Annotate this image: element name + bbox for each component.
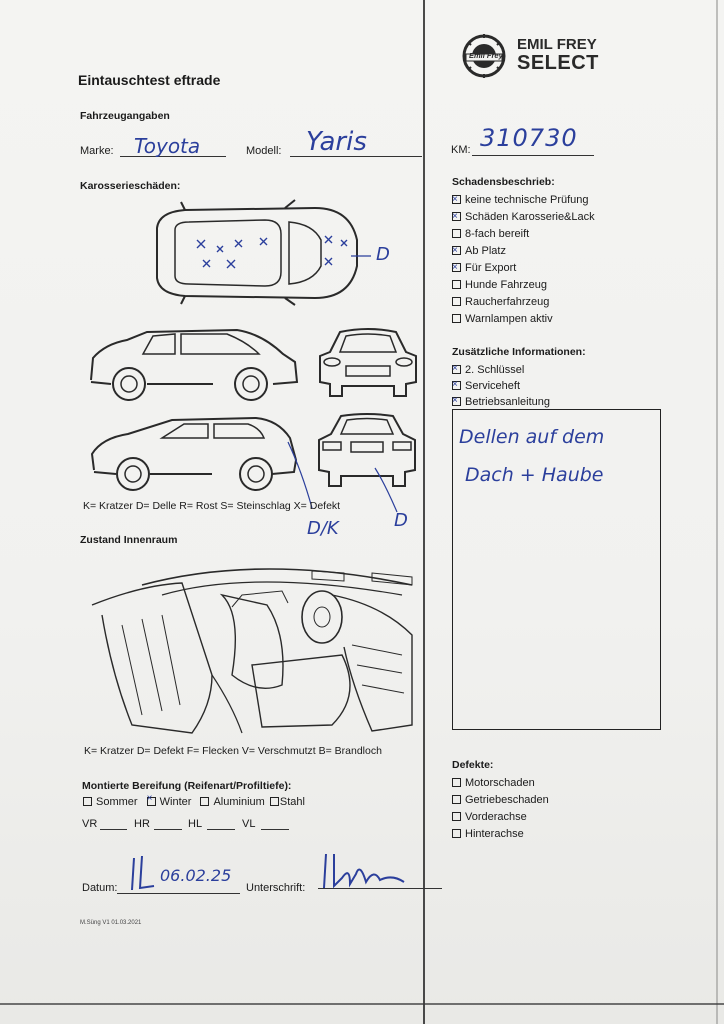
defekte-list xyxy=(452,775,549,843)
tire-option-sommer[interactable]: Sommer xyxy=(83,796,138,808)
initials-scribble xyxy=(128,852,158,894)
interior-heading: Zustand Innenraum xyxy=(80,534,178,546)
wheel-vl[interactable]: VL xyxy=(242,818,256,830)
checkbox-keine-technische-pruefung[interactable] xyxy=(452,195,461,204)
checkbox-aluminium[interactable] xyxy=(200,797,209,806)
checkbox-winter[interactable] xyxy=(147,797,156,806)
defekte-heading: Defekte: xyxy=(452,759,494,771)
check-vorderachse[interactable]: Vorderachse xyxy=(452,809,549,826)
car-top-view-diagram xyxy=(145,200,365,305)
form-title: Eintauschtest eftrade xyxy=(78,72,221,88)
interior-legend: K= Kratzer D= Defekt F= Flecken V= Verschmutzt B= Brandloch xyxy=(84,745,382,757)
check-8-fach-bereift[interactable]: 8-fach bereift xyxy=(452,226,595,243)
bottom-rule xyxy=(0,1003,724,1005)
check-getriebeschaden[interactable]: Getriebeschaden xyxy=(452,792,549,809)
checkbox-hinterachse[interactable] xyxy=(452,829,461,838)
check-keine-technische-pruefung[interactable]: ×keine technische Prüfung xyxy=(452,192,595,209)
schadensbeschrieb-heading: Schadensbeschrieb: xyxy=(452,176,555,188)
modell-value[interactable]: Yaris xyxy=(306,127,367,157)
check-schaeden-karosserie[interactable]: ×Schäden Karosserie&Lack xyxy=(452,209,595,226)
datum-value[interactable] xyxy=(128,852,158,899)
checkbox-sommer[interactable] xyxy=(83,797,92,806)
marke-label: Marke: xyxy=(80,145,114,157)
car-side-view-left xyxy=(87,326,302,404)
check-ab-platz[interactable]: ×Ab Platz xyxy=(452,243,595,260)
wheel-hr[interactable]: HR xyxy=(134,818,150,830)
emblem-text: Emil Frey xyxy=(469,51,503,60)
vehicle-heading: Fahrzeugangaben xyxy=(80,110,170,122)
front-damage-mark: D xyxy=(376,244,390,265)
tires-options xyxy=(83,796,305,808)
checkbox-raucherfahrzeug[interactable] xyxy=(452,297,461,306)
footer-code: M.Süng V1 01.03.2021 xyxy=(80,920,142,926)
car-rear-view xyxy=(315,412,420,492)
rear-damage-mark: D xyxy=(394,510,408,531)
check-hunde-fahrzeug[interactable]: Hunde Fahrzeug xyxy=(452,277,595,294)
zusatz-list xyxy=(452,362,550,410)
unterschrift-label: Unterschrift: xyxy=(246,882,306,894)
checkbox-ab-platz[interactable] xyxy=(452,246,461,255)
checkbox-zweiter-schluessel[interactable] xyxy=(452,365,461,374)
tire-option-stahl[interactable]: Stahl xyxy=(268,796,305,808)
zusatz-heading: Zusätzliche Informationen: xyxy=(452,346,586,358)
column-divider xyxy=(423,0,425,1024)
notes-box[interactable] xyxy=(452,409,661,730)
checkbox-getriebeschaden[interactable] xyxy=(452,795,461,804)
wheel-vr[interactable]: VR xyxy=(82,818,98,830)
datum-date[interactable]: 06.02.25 xyxy=(160,866,232,885)
car-side-view-right xyxy=(88,412,303,492)
check-serviceheft[interactable]: ×Serviceheft xyxy=(452,378,550,394)
km-label: KM: xyxy=(451,144,471,156)
schadensbeschrieb-list xyxy=(452,192,595,328)
wheel-hl[interactable]: HL xyxy=(188,818,203,830)
checkbox-serviceheft[interactable] xyxy=(452,381,461,390)
tire-option-winter[interactable]: × Winter xyxy=(147,796,192,808)
marke-value[interactable]: Toyota xyxy=(134,134,201,158)
check-motorschaden[interactable]: Motorschaden xyxy=(452,775,549,792)
check-raucherfahrzeug[interactable]: Raucherfahrzeug xyxy=(452,294,595,311)
body-damage-heading: Karosserieschäden: xyxy=(80,180,181,192)
page-edge xyxy=(716,0,718,1024)
checkbox-betriebsanleitung[interactable] xyxy=(452,397,461,406)
car-front-view xyxy=(316,326,421,401)
brand-logo xyxy=(460,34,610,78)
checkbox-stahl[interactable] xyxy=(270,797,279,806)
handwritten-signature xyxy=(320,848,410,892)
interior-diagram xyxy=(82,555,422,740)
check-fuer-export[interactable]: ×Für Export xyxy=(452,260,595,277)
check-zweiter-schluessel[interactable]: ×2. Schlüssel xyxy=(452,362,550,378)
checkbox-motorschaden[interactable] xyxy=(452,778,461,787)
signature-field[interactable] xyxy=(320,848,410,897)
checkbox-8-fach-bereift[interactable] xyxy=(452,229,461,238)
checkbox-fuer-export[interactable] xyxy=(452,263,461,272)
notes-line-2: Dach + Haube xyxy=(465,464,604,486)
brand-line1: EMIL FREY xyxy=(517,36,597,53)
datum-label: Datum: xyxy=(82,882,118,894)
checkbox-vorderachse[interactable] xyxy=(452,812,461,821)
tires-heading: Montierte Bereifung (Reifenart/Profiltiefe): xyxy=(82,780,292,792)
notes-line-1: Dellen auf dem xyxy=(459,426,605,448)
checkbox-schaeden-karosserie[interactable] xyxy=(452,212,461,221)
check-hinterachse[interactable]: Hinterachse xyxy=(452,826,549,843)
check-warnlampen-aktiv[interactable]: Warnlampen aktiv xyxy=(452,311,595,328)
check-betriebsanleitung[interactable]: ×Betriebsanleitung xyxy=(452,394,550,410)
side-damage-mark: D/K xyxy=(307,518,339,539)
brand-line2: SELECT xyxy=(517,52,599,74)
body-damage-legend: K= Kratzer D= Delle R= Rost S= Steinschlag X= Defekt xyxy=(83,500,341,512)
checkbox-hunde-fahrzeug[interactable] xyxy=(452,280,461,289)
checkbox-warnlampen-aktiv[interactable] xyxy=(452,314,461,323)
km-value[interactable]: 310730 xyxy=(480,124,578,152)
tire-option-aluminium[interactable]: Aluminium xyxy=(200,796,264,808)
modell-label: Modell: xyxy=(246,145,282,157)
